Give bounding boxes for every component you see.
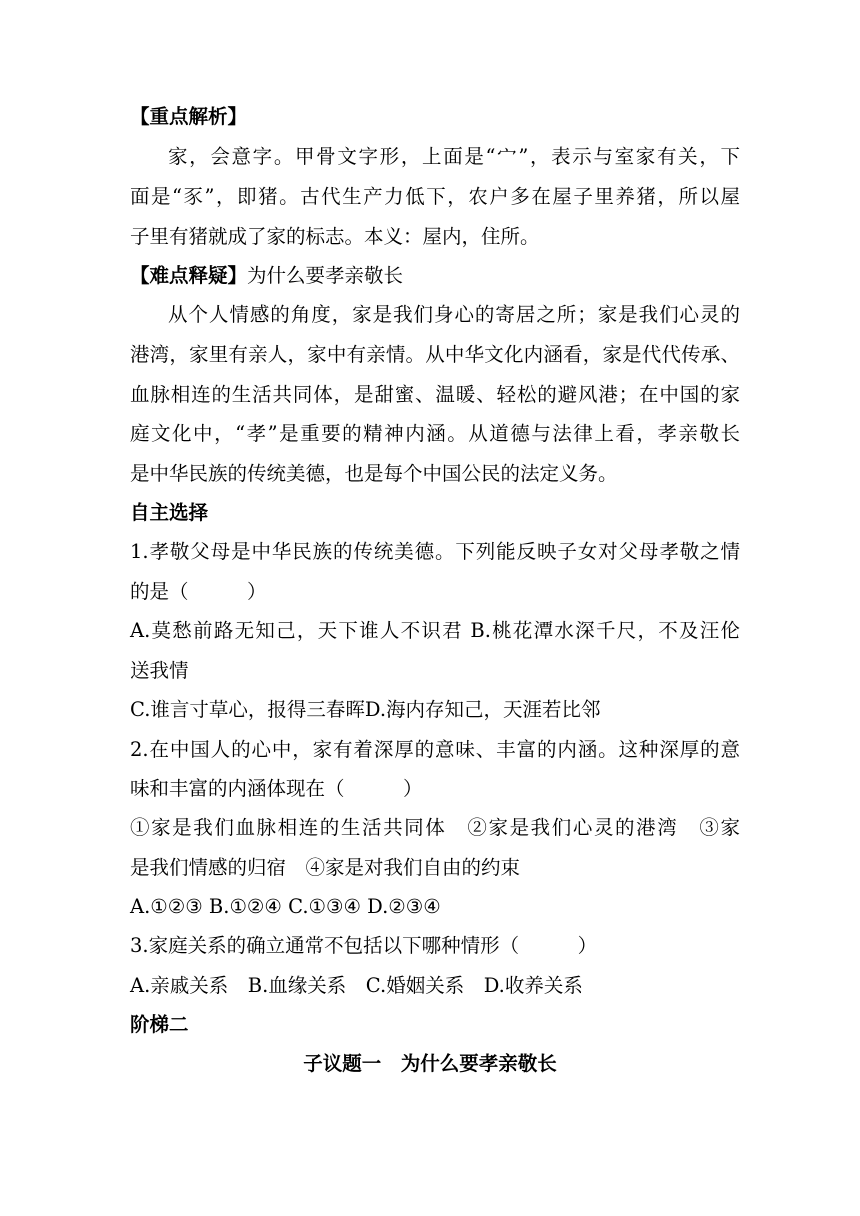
question-1-line-2: 的是（ ） (130, 580, 267, 603)
question-1-options-line-3: C.谁言寸草心，报得三春晖D.海内存知己，天涯若比邻 (130, 698, 601, 721)
difficulty-heading: 【难点释疑】 (130, 264, 248, 287)
difficulty-line-1: 从个人情感的角度，家是我们身心的寄居之所；家是我们心灵的 (168, 303, 740, 326)
question-1-line-1: 1.孝敬父母是中华民族的传统美德。下列能反映子女对父母孝敬之情 (130, 540, 740, 563)
question-2-statements-line-1: ①家是我们血脉相连的生活共同体 ②家是我们心灵的港湾 ③家 (130, 816, 740, 839)
question-1-options-line-2: 送我情 (130, 659, 189, 682)
difficulty-line-5: 是中华民族的传统美德，也是每个中国公民的法定义务。 (130, 462, 618, 485)
question-2-options: A.①②③ B.①②④ C.①③④ D.②③④ (130, 895, 441, 918)
key-analysis-line-2: 面是“豕”，即猪。古代生产力低下，农户多在屋子里养猪，所以屋 (130, 185, 740, 208)
difficulty-line-3: 血脉相连的生活共同体，是甜蜜、温暖、轻松的避风港；在中国的家 (130, 383, 740, 406)
key-analysis-line-3: 子里有猪就成了家的标志。本义：屋内，住所。 (130, 225, 540, 248)
difficulty-line-4: 庭文化中，“孝”是重要的精神内涵。从道德与法律上看，孝亲敬长 (130, 422, 740, 445)
ladder-two-subtitle: 子议题一 为什么要孝亲敬长 (303, 1052, 557, 1075)
question-1-options-line-1: A.莫愁前路无知己，天下谁人不识君 B.桃花潭水深千尺，不及汪伦 (130, 619, 740, 642)
difficulty-topic: 为什么要孝亲敬长 (247, 264, 404, 287)
question-3-line-1: 3.家庭关系的确立通常不包括以下哪种情形（ ） (130, 934, 598, 957)
ladder-two-heading: 阶梯二 (130, 1013, 189, 1036)
difficulty-line-2: 港湾，家里有亲人，家中有亲情。从中华文化内涵看，家是代代传承、 (130, 343, 740, 366)
self-select-heading: 自主选择 (130, 501, 209, 524)
question-3-options: A.亲戚关系 B.血缘关系 C.婚姻关系 D.收养关系 (130, 974, 583, 997)
question-2-line-1: 2.在中国人的心中，家有着深厚的意味、丰富的内涵。这种深厚的意 (130, 738, 740, 761)
key-analysis-line-1: 家，会意字。甲骨文字形，上面是“宀”，表示与室家有关，下 (168, 145, 740, 168)
question-2-statements-line-2: 是我们情感的归宿 ④家是对我们自由的约束 (130, 856, 521, 879)
key-analysis-heading: 【重点解析】 (130, 105, 248, 128)
question-2-line-2: 味和丰富的内涵体现在（ ） (130, 777, 423, 800)
difficulty-heading-row (130, 264, 740, 288)
